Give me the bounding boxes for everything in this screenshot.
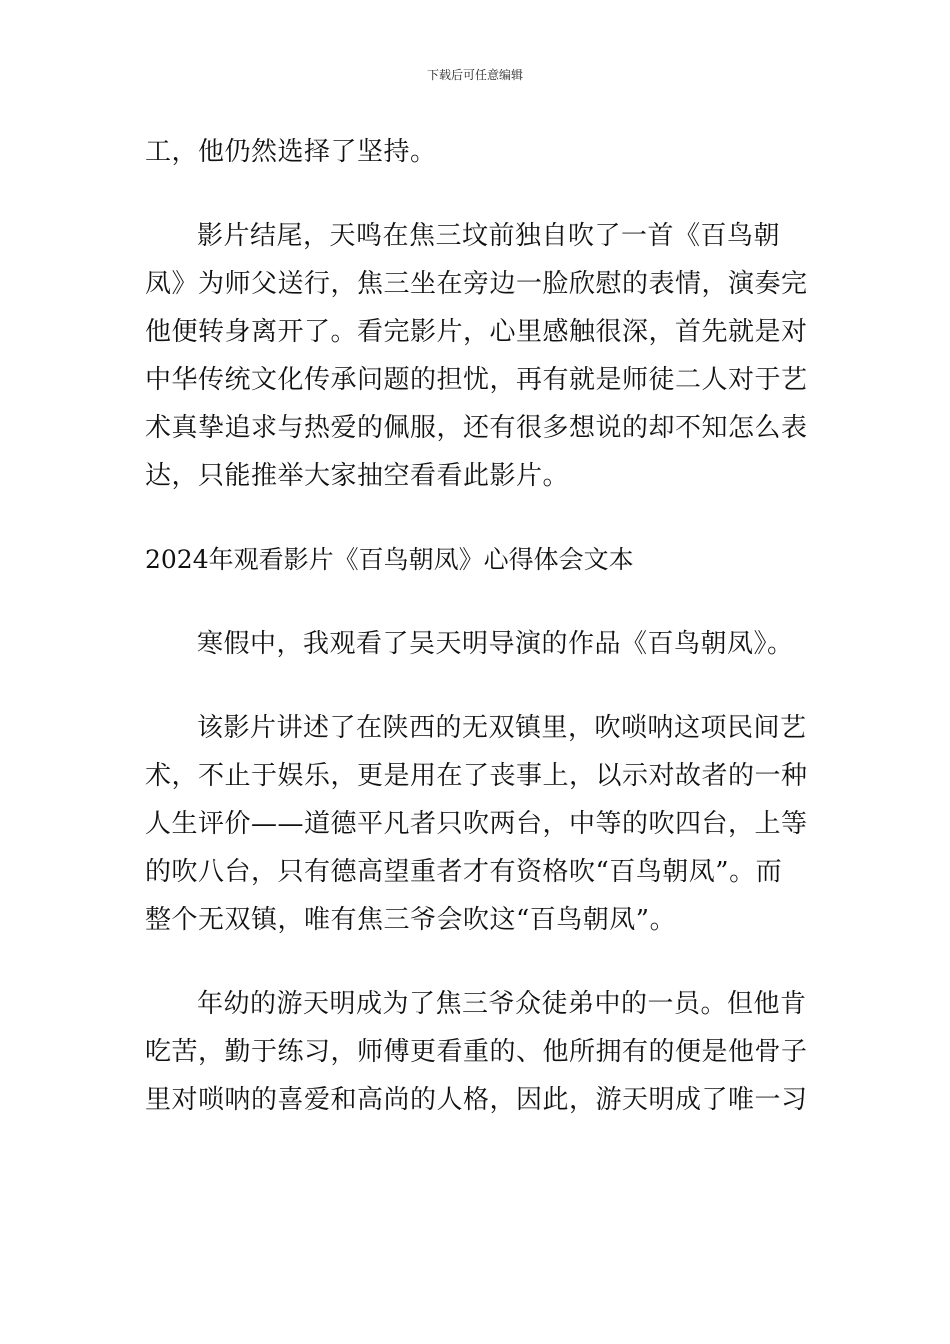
paragraph-continuation — [145, 128, 807, 176]
page-header-note: 下载后可任意编辑 — [426, 68, 523, 82]
text-line: 他便转身离开了。看完影片，心里感触很深，首先就是对 — [145, 317, 808, 347]
document-body — [145, 128, 807, 1124]
text-line: 工，他仍然选择了坚持。 — [145, 137, 437, 167]
text-line: 的吹八台，只有德高望重者才有资格吹“百鸟朝凤”。而 — [145, 857, 783, 887]
paragraph-intro — [145, 620, 807, 668]
paragraph-gap — [145, 668, 807, 704]
text-line: 凤》为师父送行，焦三坐在旁边一脸欣慰的表情，演奏完 — [145, 269, 808, 299]
paragraph-gap — [145, 500, 807, 536]
text-line: 达，只能推举大家抽空看看此影片。 — [145, 461, 570, 491]
paragraph-gap — [145, 176, 807, 212]
text-line: 术真挚追求与热爱的佩服，还有很多想说的却不知怎么表 — [145, 413, 808, 443]
paragraph-synopsis — [145, 704, 807, 944]
paragraph-ending — [145, 212, 807, 500]
text-line: 该影片讲述了在陕西的无双镇里，吹唢呐这项民间艺 — [197, 713, 807, 743]
text-line: 人生评价——道德平凡者只吹两台，中等的吹四台，上等 — [145, 809, 808, 839]
paragraph-protagonist — [145, 980, 807, 1124]
text-line: 整个无双镇，唯有焦三爷会吹这“百鸟朝凤”。 — [145, 905, 677, 935]
text-line: 吃苦，勤于练习，师傅更看重的、他所拥有的便是他骨子 — [145, 1037, 808, 1067]
text-line: 影片结尾，天鸣在焦三坟前独自吹了一首《百鸟朝 — [197, 221, 781, 251]
paragraph-gap — [145, 944, 807, 980]
section-title: 2024年观看影片《百鸟朝凤》心得体会文本 — [145, 545, 634, 574]
text-line: 中华传统文化传承问题的担忧，再有就是师徒二人对于艺 — [145, 365, 808, 395]
text-line: 年幼的游天明成为了焦三爷众徒弟中的一员。但他肯 — [197, 989, 807, 1019]
text-line: 里对唢呐的喜爱和高尚的人格，因此，游天明成了唯一习 — [145, 1085, 808, 1115]
text-line: 寒假中，我观看了吴天明导演的作品《百鸟朝凤》。 — [197, 629, 794, 659]
text-line: 术，不止于娱乐，更是用在了丧事上，以示对故者的一种 — [145, 761, 808, 791]
paragraph-gap — [145, 584, 807, 620]
